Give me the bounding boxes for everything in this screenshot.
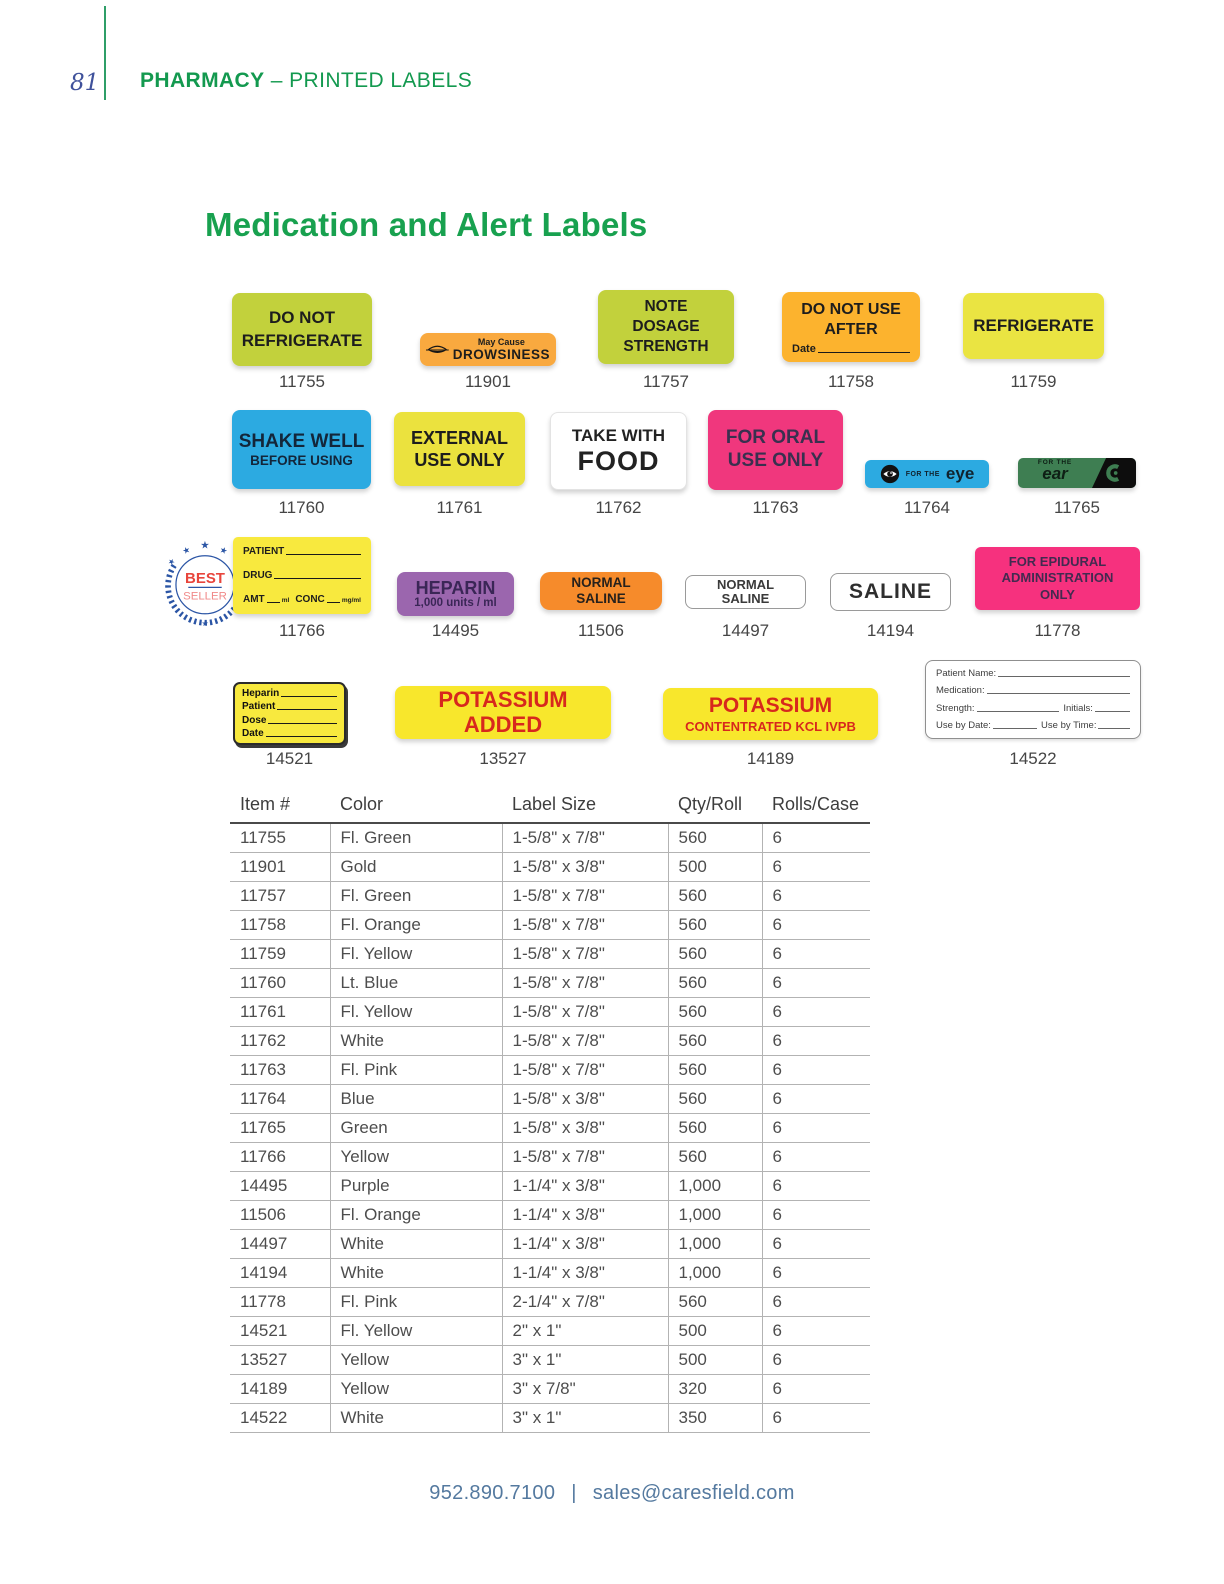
label-text: DO NOT USE — [801, 300, 901, 318]
label-heparin — [397, 572, 514, 616]
cell-label-size: 3" x 1" — [502, 1345, 668, 1374]
cell-label-size: 1-1/4" x 3/8" — [502, 1171, 668, 1200]
cell-item-number: 13527 — [230, 1345, 330, 1374]
label-normal-saline-orange — [540, 572, 662, 610]
spec-table — [230, 792, 870, 1433]
field-label: Date — [792, 342, 816, 355]
fill-line — [277, 709, 337, 710]
cell-label-size: 2-1/4" x 7/8" — [502, 1287, 668, 1316]
label-text: ADMINISTRATION — [1001, 570, 1114, 586]
cell-label-size: 1-5/8" x 7/8" — [502, 939, 668, 968]
cell-rolls-case: 6 — [762, 852, 870, 881]
cell-item-number: 14189 — [230, 1374, 330, 1403]
cell-rolls-case: 6 — [762, 997, 870, 1026]
table-row — [230, 1258, 870, 1287]
label-text: EXTERNAL — [410, 427, 508, 448]
cell-color: Fl. Green — [330, 881, 502, 910]
field-label: Use by Time: — [1041, 719, 1097, 731]
label-text-sub: BEFORE USING — [250, 453, 353, 468]
cell-qty-roll: 500 — [668, 852, 762, 881]
cell-label-size: 1-5/8" x 7/8" — [502, 968, 668, 997]
fill-line — [327, 602, 340, 603]
page-title: Medication and Alert Labels — [205, 206, 648, 243]
label-text: USE ONLY — [727, 450, 824, 471]
label-potassium-added — [395, 686, 611, 739]
cell-label-size: 1-5/8" x 3/8" — [502, 852, 668, 881]
footer-separator: | — [571, 1482, 577, 1504]
cell-item-number: 11760 — [230, 968, 330, 997]
fill-row — [242, 688, 337, 699]
cell-qty-roll: 500 — [668, 1316, 762, 1345]
cell-item-number: 14495 — [230, 1171, 330, 1200]
cell-qty-roll: 1,000 — [668, 1258, 762, 1287]
table-row — [230, 823, 870, 852]
cell-color: Purple — [330, 1171, 502, 1200]
cell-item-number: 11506 — [230, 1200, 330, 1229]
cell-color: Green — [330, 1113, 502, 1142]
item-number: 11762 — [595, 498, 642, 517]
item-number: 11765 — [1053, 498, 1100, 517]
table-row — [230, 910, 870, 939]
cell-item-number: 11765 — [230, 1113, 330, 1142]
field-label: Heparin — [242, 688, 280, 699]
item-number: 11757 — [642, 372, 689, 391]
cell-color: Fl. Yellow — [330, 939, 502, 968]
label-text: DO NOT — [268, 308, 336, 328]
label-refrigerate — [963, 293, 1104, 359]
cell-item-number: 11766 — [230, 1142, 330, 1171]
cell-item-number: 14194 — [230, 1258, 330, 1287]
label-text: SALINE — [576, 591, 626, 606]
fill-line — [977, 711, 1060, 712]
col-header-rolls: Rolls/Case — [762, 792, 870, 823]
label-shake-well — [232, 410, 371, 489]
table-row — [230, 1374, 870, 1403]
label-potassium-kcl — [663, 688, 878, 740]
item-number: 14521 — [265, 749, 314, 768]
cell-item-number: 11762 — [230, 1026, 330, 1055]
cell-color: Fl. Orange — [330, 1200, 502, 1229]
table-row — [230, 1287, 870, 1316]
cell-qty-roll: 560 — [668, 1287, 762, 1316]
label-for-oral-use-only — [708, 410, 843, 490]
cell-label-size: 2" x 1" — [502, 1316, 668, 1345]
cell-label-size: 1-5/8" x 7/8" — [502, 910, 668, 939]
cell-qty-roll: 560 — [668, 823, 762, 852]
cell-item-number: 11778 — [230, 1287, 330, 1316]
item-number: 14495 — [431, 621, 480, 640]
cell-color: Blue — [330, 1084, 502, 1113]
label-text: SALINE — [721, 591, 770, 606]
cell-color: Fl. Orange — [330, 910, 502, 939]
label-text: SALINE — [848, 580, 932, 603]
label-text-group — [453, 337, 550, 362]
fill-row — [936, 703, 1130, 714]
footer-contact — [0, 1482, 1224, 1505]
field-unit: mg/ml — [341, 597, 361, 604]
cell-rolls-case: 6 — [762, 939, 870, 968]
cell-qty-roll: 560 — [668, 1055, 762, 1084]
fill-line — [286, 554, 361, 555]
item-number: 11766 — [278, 621, 325, 640]
cell-color: White — [330, 1026, 502, 1055]
fill-row — [243, 594, 361, 605]
cell-color: Fl. Yellow — [330, 997, 502, 1026]
section-title-bold: PHARMACY — [140, 69, 265, 92]
field-label: Patient — [242, 701, 276, 713]
cell-qty-roll: 500 — [668, 1345, 762, 1374]
item-number: 11763 — [752, 498, 799, 517]
table-row — [230, 997, 870, 1026]
label-saline — [830, 573, 951, 611]
table-row — [230, 1142, 870, 1171]
cell-item-number: 11763 — [230, 1055, 330, 1084]
field-label: PATIENT — [243, 546, 285, 557]
field-label: DRUG — [243, 570, 273, 581]
field-label: Date — [242, 727, 264, 739]
label-text: SHAKE WELL — [238, 431, 365, 452]
cell-rolls-case: 6 — [762, 881, 870, 910]
cell-rolls-case: 6 — [762, 1374, 870, 1403]
col-header-qty: Qty/Roll — [668, 792, 762, 823]
label-text: AFTER — [824, 320, 878, 338]
cell-color: Yellow — [330, 1374, 502, 1403]
label-for-the-ear — [1018, 458, 1136, 488]
fill-line — [993, 728, 1037, 729]
table-row — [230, 939, 870, 968]
cell-label-size: 1-5/8" x 7/8" — [502, 823, 668, 852]
cell-item-number: 11764 — [230, 1084, 330, 1113]
cell-rolls-case: 6 — [762, 1026, 870, 1055]
field-label: Patient Name: — [936, 668, 997, 679]
cell-rolls-case: 6 — [762, 1055, 870, 1084]
table-row — [230, 1113, 870, 1142]
field-unit: ml — [281, 597, 290, 604]
label-text-small: May Cause — [477, 337, 525, 347]
label-text: FOR ORAL — [725, 427, 826, 449]
cell-rolls-case: 6 — [762, 968, 870, 997]
cell-color: White — [330, 1403, 502, 1432]
field-label: Strength: — [936, 702, 975, 714]
fill-line — [818, 352, 910, 353]
field-label: AMT — [243, 594, 265, 605]
table-row — [230, 1345, 870, 1374]
sleepy-eye-icon — [426, 341, 449, 359]
label-text: HEPARIN — [415, 577, 496, 598]
col-header-item: Item # — [230, 792, 330, 823]
cell-rolls-case: 6 — [762, 1229, 870, 1258]
cell-item-number: 11758 — [230, 910, 330, 939]
fill-line — [1098, 728, 1130, 729]
item-number: 14522 — [1009, 749, 1057, 768]
fill-line — [266, 736, 337, 737]
item-number: 11759 — [1010, 372, 1057, 391]
cell-item-number: 11755 — [230, 823, 330, 852]
cell-color: Fl. Pink — [330, 1287, 502, 1316]
fill-row — [242, 728, 337, 739]
cell-label-size: 1-5/8" x 7/8" — [502, 997, 668, 1026]
field-label: CONC — [295, 594, 325, 605]
cell-rolls-case: 6 — [762, 1403, 870, 1432]
fill-line — [267, 602, 280, 603]
cell-rolls-case: 6 — [762, 1084, 870, 1113]
ear-wedge — [1092, 458, 1136, 488]
cell-qty-roll: 560 — [668, 910, 762, 939]
cell-rolls-case: 6 — [762, 1345, 870, 1374]
cell-rolls-case: 6 — [762, 1171, 870, 1200]
cell-rolls-case: 6 — [762, 1287, 870, 1316]
label-text: USE ONLY — [414, 450, 505, 470]
cell-qty-roll: 1,000 — [668, 1171, 762, 1200]
cell-qty-roll: 560 — [668, 1113, 762, 1142]
cell-label-size: 1-5/8" x 3/8" — [502, 1113, 668, 1142]
label-text: TAKE WITH — [571, 425, 666, 445]
star-icon: ★ — [180, 544, 192, 557]
item-number: 11764 — [903, 498, 950, 517]
cell-item-number: 14497 — [230, 1229, 330, 1258]
table-row — [230, 1026, 870, 1055]
item-number: 11778 — [1034, 621, 1081, 640]
item-number: 11755 — [278, 372, 325, 391]
fill-row — [242, 701, 337, 712]
page-number: 81 — [70, 70, 100, 96]
item-number: 14497 — [721, 621, 770, 640]
cell-qty-roll: 320 — [668, 1374, 762, 1403]
cell-item-number: 14522 — [230, 1403, 330, 1432]
label-take-with-food — [550, 412, 687, 490]
table-body — [230, 823, 870, 1432]
fill-line — [987, 693, 1130, 694]
cell-label-size: 3" x 1" — [502, 1403, 668, 1432]
label-note-dosage-strength — [598, 290, 734, 364]
star-icon: ★ — [165, 556, 178, 568]
cell-rolls-case: 6 — [762, 1316, 870, 1345]
label-text: DROWSINESS — [452, 347, 550, 362]
cell-qty-roll: 1,000 — [668, 1229, 762, 1258]
field-label: Use by Date: — [936, 719, 991, 731]
date-field — [792, 343, 910, 355]
cell-label-size: 1-5/8" x 7/8" — [502, 881, 668, 910]
cell-qty-roll: 560 — [668, 1084, 762, 1113]
label-text: NORMAL — [571, 575, 631, 591]
label-for-epidural — [975, 547, 1140, 610]
cell-color: White — [330, 1258, 502, 1287]
table-row — [230, 881, 870, 910]
cell-item-number: 14521 — [230, 1316, 330, 1345]
cell-label-size: 1-1/4" x 3/8" — [502, 1258, 668, 1287]
label-text-group — [1018, 459, 1092, 481]
label-patient-name-fill-in — [925, 660, 1141, 739]
cell-rolls-case: 6 — [762, 823, 870, 852]
cell-color: Gold — [330, 852, 502, 881]
label-heparin-fill-in — [233, 682, 346, 745]
field-label: Initials: — [1063, 702, 1093, 714]
header-divider — [104, 6, 106, 100]
cell-color: Yellow — [330, 1142, 502, 1171]
cell-rolls-case: 6 — [762, 1142, 870, 1171]
cell-item-number: 11761 — [230, 997, 330, 1026]
fill-row — [242, 715, 337, 726]
cell-label-size: 1-5/8" x 7/8" — [502, 1055, 668, 1084]
label-text: STRENGTH — [623, 338, 709, 356]
cell-color: White — [330, 1229, 502, 1258]
label-text: REFRIGERATE — [241, 330, 363, 350]
table-row — [230, 968, 870, 997]
label-text-small: FOR THE — [1037, 459, 1073, 466]
cell-label-size: 3" x 7/8" — [502, 1374, 668, 1403]
cell-color: Yellow — [330, 1345, 502, 1374]
cell-color: Fl. Green — [330, 823, 502, 852]
item-number: 13527 — [479, 749, 527, 768]
star-icon: ★ — [201, 619, 209, 627]
label-text: POTASSIUM — [438, 687, 568, 713]
table-row — [230, 1229, 870, 1258]
table-header-row — [230, 792, 870, 823]
cell-label-size: 1-5/8" x 3/8" — [502, 1084, 668, 1113]
cell-color: Fl. Pink — [330, 1055, 502, 1084]
fill-line — [998, 676, 1130, 677]
cell-qty-roll: 560 — [668, 939, 762, 968]
eye-icon — [880, 464, 900, 484]
cell-qty-roll: 560 — [668, 968, 762, 997]
section-title-rest: – PRINTED LABELS — [270, 69, 473, 92]
label-text: eye — [945, 464, 975, 483]
cell-rolls-case: 6 — [762, 1258, 870, 1287]
fill-line — [274, 578, 361, 579]
label-text-small: FOR THE — [905, 470, 940, 478]
label-text: ear — [1042, 464, 1068, 483]
star-icon: ★ — [200, 539, 210, 552]
cell-rolls-case: 6 — [762, 1113, 870, 1142]
badge-text-best: BEST — [185, 570, 225, 587]
field-label: Medication: — [936, 685, 985, 697]
cell-color: Fl. Yellow — [330, 1316, 502, 1345]
table-row — [230, 1316, 870, 1345]
ear-icon — [1104, 463, 1124, 483]
footer-email[interactable]: sales@caresfield.com — [592, 1482, 795, 1504]
table-row — [230, 1403, 870, 1432]
label-text: DOSAGE — [632, 317, 700, 335]
label-text-sub: CONTENTRATED KCL IVPB — [685, 718, 856, 734]
item-number: 11760 — [278, 498, 325, 517]
spec-table-grid — [230, 792, 870, 1433]
label-may-cause-drowsiness — [420, 333, 556, 366]
cell-item-number: 11759 — [230, 939, 330, 968]
label-do-not-use-after — [782, 292, 920, 362]
label-text: NOTE — [644, 297, 688, 315]
fill-row — [936, 668, 1130, 679]
cell-item-number: 11901 — [230, 852, 330, 881]
item-number: 11901 — [464, 372, 511, 391]
label-patient-drug-amt — [233, 537, 371, 614]
item-number: 11758 — [827, 372, 874, 391]
label-text: REFRIGERATE — [973, 316, 1094, 335]
table-row — [230, 1200, 870, 1229]
label-text: FOOD — [577, 445, 660, 476]
fill-row — [936, 685, 1130, 696]
label-text: ADDED — [463, 711, 543, 737]
section-title — [140, 69, 472, 93]
label-text: POTASSIUM — [708, 694, 833, 718]
table-row — [230, 1084, 870, 1113]
label-text: NORMAL — [716, 576, 775, 592]
item-number: 11761 — [436, 498, 483, 517]
label-external-use-only — [394, 412, 525, 486]
cell-rolls-case: 6 — [762, 910, 870, 939]
label-for-the-eye — [865, 460, 989, 488]
badge-text-seller: SELLER — [183, 590, 227, 603]
cell-qty-roll: 560 — [668, 881, 762, 910]
star-icon: ★ — [218, 544, 230, 557]
cell-qty-roll: 1,000 — [668, 1200, 762, 1229]
field-label: Dose — [242, 714, 267, 726]
label-text: ONLY — [1040, 586, 1075, 602]
footer-phone[interactable]: 952.890.7100 — [429, 1482, 556, 1504]
item-number: 14189 — [746, 749, 795, 768]
cell-label-size: 1-1/4" x 3/8" — [502, 1200, 668, 1229]
cell-qty-roll: 350 — [668, 1403, 762, 1432]
label-do-not-refrigerate — [232, 293, 372, 366]
table-row — [230, 852, 870, 881]
fill-line — [281, 696, 337, 697]
item-number: 14194 — [866, 621, 915, 640]
label-normal-saline-white — [685, 575, 806, 609]
cell-qty-roll: 560 — [668, 1026, 762, 1055]
cell-rolls-case: 6 — [762, 1200, 870, 1229]
cell-label-size: 1-5/8" x 7/8" — [502, 1142, 668, 1171]
col-header-size: Label Size — [502, 792, 668, 823]
cell-label-size: 1-5/8" x 7/8" — [502, 1026, 668, 1055]
fill-row — [243, 570, 361, 581]
cell-item-number: 11757 — [230, 881, 330, 910]
cell-color: Lt. Blue — [330, 968, 502, 997]
cell-label-size: 1-1/4" x 3/8" — [502, 1229, 668, 1258]
fill-row — [243, 546, 361, 557]
fill-line — [1095, 711, 1130, 712]
table-row — [230, 1055, 870, 1084]
fill-row — [936, 720, 1130, 731]
item-number: 11506 — [577, 621, 624, 640]
cell-qty-roll: 560 — [668, 997, 762, 1026]
table-row — [230, 1171, 870, 1200]
label-text: FOR EPIDURAL — [1008, 554, 1107, 570]
label-text-sub: 1,000 units / ml — [414, 597, 497, 610]
col-header-color: Color — [330, 792, 502, 823]
fill-line — [268, 723, 337, 724]
cell-qty-roll: 560 — [668, 1142, 762, 1171]
